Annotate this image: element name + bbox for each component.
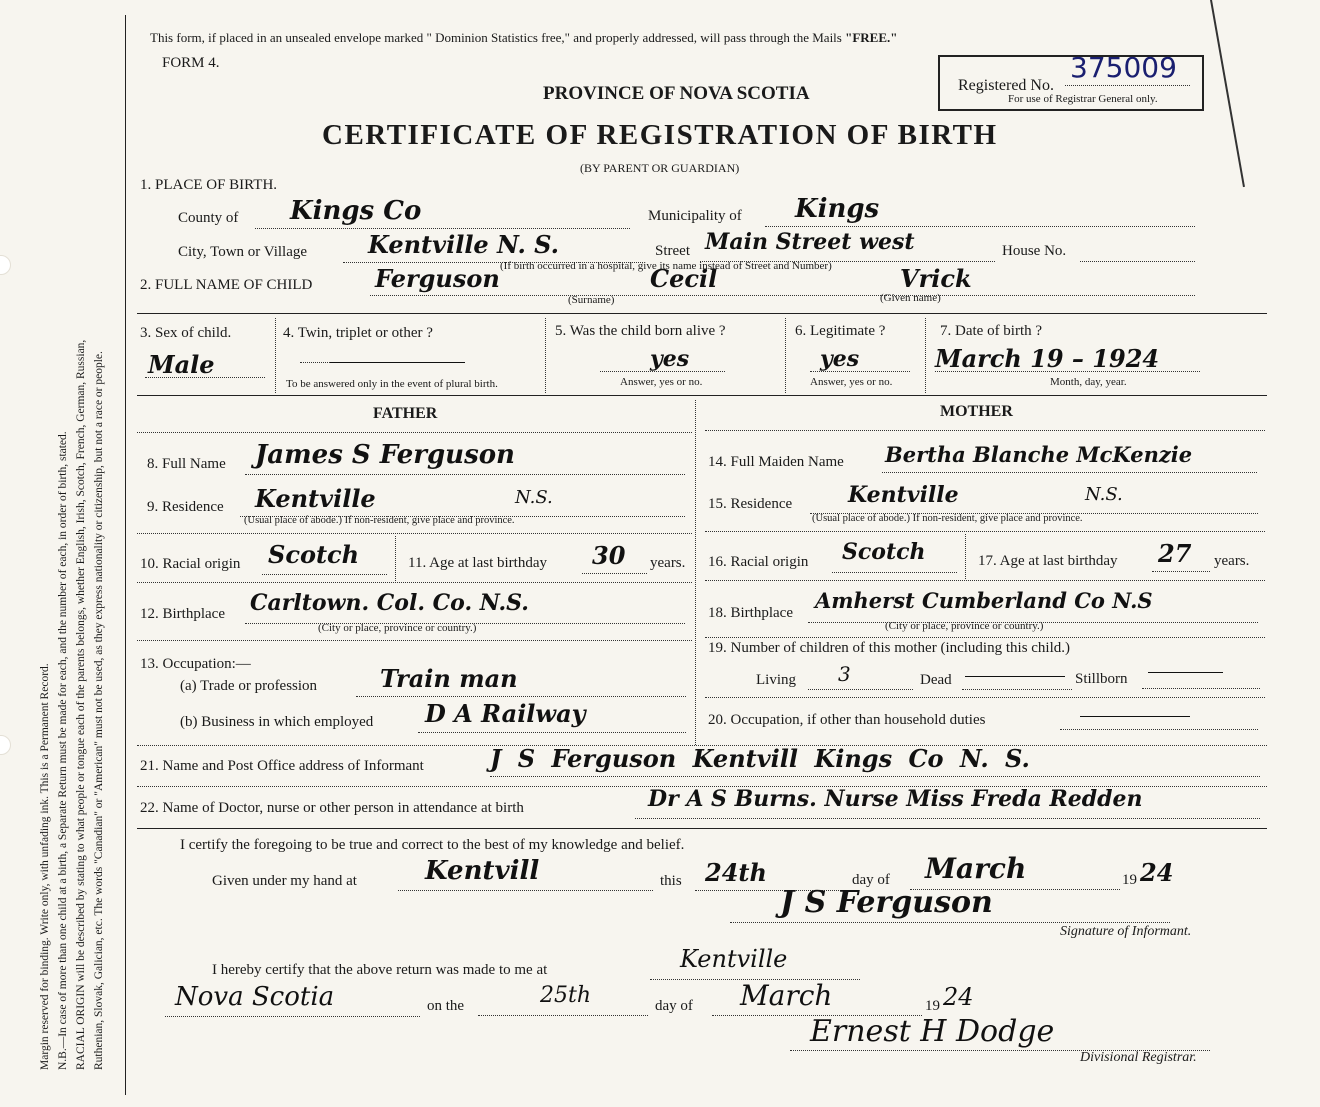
rule	[137, 582, 692, 583]
rule	[137, 395, 1267, 396]
registrar-year-prefix: 19	[925, 998, 940, 1014]
dob-caption: Month, day, year.	[1050, 376, 1127, 388]
rule	[137, 533, 692, 534]
informant-value[interactable]: J S Ferguson Kentvill Kings Co N. S.	[490, 744, 1030, 773]
street-value[interactable]: Main Street west	[705, 229, 915, 255]
dead-line	[962, 689, 1072, 690]
mother-age-label: 17. Age at last birthday	[978, 553, 1118, 569]
legitimate-label: 6. Legitimate ?	[795, 323, 886, 339]
given-place-value[interactable]: Kentvill	[425, 856, 540, 886]
municipality-label: Municipality of	[648, 208, 742, 224]
father-business-label: (b) Business in which employed	[180, 714, 374, 730]
twin-caption: To be answered only in the event of plural birth.	[286, 378, 498, 390]
year-value[interactable]: 24	[1140, 858, 1174, 887]
rule	[705, 637, 1265, 638]
certificate-subtitle: (BY PARENT OR GUARDIAN)	[580, 161, 740, 175]
twin-label: 4. Twin, triplet or other ?	[283, 325, 433, 341]
dob-label: 7. Date of birth ?	[940, 323, 1043, 339]
mother-name-line	[882, 472, 1257, 473]
rule	[705, 580, 1265, 581]
this-label: this	[660, 873, 682, 889]
registered-box	[938, 51, 1204, 111]
city-value[interactable]: Kentville N. S.	[368, 230, 560, 259]
rule	[137, 828, 1267, 829]
municipality-line	[765, 226, 1195, 227]
dead-label: Dead	[920, 672, 952, 688]
mother-residence-label: 15. Residence	[708, 496, 793, 512]
father-age-label: 11. Age at last birthday	[408, 555, 547, 571]
mother-occupation-dash	[1080, 716, 1190, 717]
mother-residence-value[interactable]: Kentville	[848, 482, 959, 508]
divider	[395, 536, 396, 581]
alive-caption: Answer, yes or no.	[620, 376, 703, 388]
father-years-label: years.	[650, 555, 686, 571]
signature-line	[730, 922, 1170, 923]
margin-line-4: Ruthenian, Slovak, Galician, etc. The words "Canadian" or "American" must not be used, as they express nationality or citizenship, but not a race or people.	[93, 351, 105, 1070]
father-residence-province[interactable]: N.S.	[515, 487, 553, 508]
mother-name-value[interactable]: Bertha Blanche McKenzie	[885, 442, 1193, 467]
divider	[275, 318, 276, 393]
house-label: House No.	[1002, 243, 1067, 259]
certificate-title: CERTIFICATE OF REGISTRATION OF BIRTH	[322, 119, 998, 151]
living-value[interactable]: 3	[838, 662, 851, 686]
city-label: City, Town or Village	[178, 244, 308, 260]
rule	[705, 697, 1265, 698]
legitimate-line	[810, 371, 910, 372]
mother-occupation-line	[1060, 729, 1258, 730]
doctor-value[interactable]: Dr A S Burns. Nurse Miss Freda Redden	[648, 786, 1143, 812]
month-value[interactable]: March	[925, 852, 1027, 885]
dob-value[interactable]: March 19 – 1924	[935, 344, 1160, 373]
alive-value[interactable]: yes	[650, 346, 690, 372]
mother-birthplace-label: 18. Birthplace	[708, 605, 793, 621]
alive-label: 5. Was the child born alive ?	[555, 323, 726, 339]
father-residence-caption: (Usual place of abode.) If non-resident, give place and province.	[244, 515, 515, 526]
street-label: Street	[655, 243, 690, 259]
sex-value[interactable]: Male	[148, 350, 215, 379]
registrar-caption: Divisional Registrar.	[1080, 1050, 1197, 1065]
given-label: Given under my hand at	[212, 873, 357, 889]
father-name-line	[245, 474, 685, 475]
registrar-day-value[interactable]: 25th	[540, 983, 592, 1008]
rule	[137, 640, 692, 641]
registrar-year-value[interactable]: 24	[943, 983, 974, 1011]
father-residence-label: 9. Residence	[147, 499, 224, 515]
stillborn-label: Stillborn	[1075, 671, 1128, 687]
margin-line-1: Margin reserved for binding. Write only, with unfading ink. This is a Permanent Record.	[39, 663, 51, 1070]
registrar-note: For use of Registrar General only.	[1008, 93, 1158, 105]
province-heading: PROVINCE OF NOVA SCOTIA	[543, 83, 810, 104]
informant-label: 21. Name and Post Office address of Informant	[140, 758, 424, 774]
day-value[interactable]: 24th	[705, 858, 767, 887]
mail-notice-text: This form, if placed in an unsealed envelope marked " Dominion Statistics free," and properly addressed, will pass through the Mails	[150, 30, 842, 45]
stillborn-line	[1142, 688, 1260, 689]
mother-birthplace-value[interactable]: Amherst Cumberland Co N.S	[815, 588, 1153, 613]
father-occupation-label: 13. Occupation:—	[140, 656, 251, 672]
father-trade-label: (a) Trade or profession	[180, 678, 318, 694]
mother-age-value[interactable]: 27	[1158, 539, 1192, 568]
alive-line	[600, 371, 725, 372]
column-divider	[695, 400, 696, 745]
county-value[interactable]: Kings Co	[290, 196, 422, 226]
child-given-name-2[interactable]: Vrick	[900, 264, 972, 293]
mother-years-label: years.	[1214, 553, 1250, 569]
registrar-province-line	[165, 1016, 420, 1017]
father-age-value[interactable]: 30	[592, 541, 626, 570]
margin-line-3: RACIAL ORIGIN will be described by stating to what people or tongue each of the parents belongs, whether English, Irish, Scotch, French, German, Russian,	[75, 339, 87, 1070]
father-trade-line	[356, 696, 686, 697]
registered-number: 375009	[1070, 51, 1177, 84]
registrar-signature[interactable]: Ernest H Dodge	[810, 1014, 1055, 1049]
binding-hole	[0, 255, 11, 275]
father-residence-value[interactable]: Kentville	[255, 484, 376, 513]
dead-dash	[965, 676, 1065, 677]
father-age-line	[582, 573, 647, 574]
margin-line-2: N.B.—In case of more than one child at a birth, a Separate Return must be made for each, and the number of each, in order of birth, stated.	[57, 431, 69, 1070]
informant-signature[interactable]: J S Ferguson	[780, 885, 993, 920]
doctor-line	[635, 818, 1260, 819]
child-name-line	[370, 295, 1195, 296]
registrar-certify-text: I hereby certify that the above return was made to me at	[212, 962, 548, 978]
father-heading: FATHER	[373, 405, 438, 422]
day-of-label: day of	[852, 872, 890, 888]
rule	[705, 531, 1265, 532]
father-race-value[interactable]: Scotch	[268, 540, 360, 569]
twin-dash	[330, 362, 465, 363]
house-line	[1080, 261, 1195, 262]
form-number: FORM 4.	[162, 55, 220, 71]
registrar-day-line	[478, 1015, 648, 1016]
margin-border	[125, 15, 126, 1095]
on-the-label: on the	[427, 998, 465, 1014]
mother-age-line	[1152, 571, 1210, 572]
mother-heading: MOTHER	[940, 403, 1013, 420]
father-birthplace-label: 12. Birthplace	[140, 606, 225, 622]
rule	[705, 430, 1265, 431]
hospital-note: (If birth occurred in a hospital, give its name instead of Street and Number)	[500, 260, 832, 272]
signature-caption: Signature of Informant.	[1060, 924, 1192, 939]
mother-residence-caption: (Usual place of abode.) If non-resident, give place and province.	[812, 513, 1083, 524]
rule	[137, 313, 1267, 314]
mother-race-value[interactable]: Scotch	[842, 539, 926, 565]
father-race-label: 10. Racial origin	[140, 556, 241, 572]
registrar-province-value[interactable]: Nova Scotia	[175, 982, 335, 1012]
sex-label: 3. Sex of child.	[140, 325, 232, 341]
father-trade-value[interactable]: Train man	[380, 664, 518, 693]
registrar-day-of-label: day of	[655, 998, 693, 1014]
child-name-label: 2. FULL NAME OF CHILD	[140, 277, 313, 293]
binding-hole	[0, 735, 11, 755]
child-given-name[interactable]: Cecil	[650, 264, 718, 293]
certify-text: I certify the foregoing to be true and correct to the best of my knowledge and belief.	[180, 837, 685, 853]
father-name-value[interactable]: James S Ferguson	[255, 440, 515, 470]
father-birthplace-value[interactable]: Carltown. Col. Co. N.S.	[250, 590, 529, 616]
sex-line	[145, 377, 265, 378]
surname-caption: (Surname)	[568, 294, 615, 306]
living-line	[808, 689, 913, 690]
registered-label: Registered No.	[958, 77, 1054, 94]
county-line	[255, 228, 630, 229]
doctor-label: 22. Name of Doctor, nurse or other person in attendance at birth	[140, 800, 524, 816]
father-race-line	[262, 574, 387, 575]
margin-notes	[36, 10, 108, 1070]
mother-occupation-label: 20. Occupation, if other than household duties	[708, 712, 986, 728]
mother-name-label: 14. Full Maiden Name	[708, 454, 844, 470]
registrar-month-value[interactable]: March	[740, 979, 833, 1012]
legitimate-caption: Answer, yes or no.	[810, 376, 893, 388]
rule	[137, 432, 692, 433]
divider	[965, 534, 966, 579]
mail-free: "FREE."	[845, 30, 898, 45]
mail-notice	[150, 30, 897, 46]
dob-line	[935, 371, 1200, 372]
living-label: Living	[756, 672, 796, 688]
stillborn-dash	[1148, 672, 1223, 673]
mother-race-label: 16. Racial origin	[708, 554, 809, 570]
mother-race-line	[832, 572, 957, 573]
informant-line	[490, 776, 1260, 777]
registrar-place-value[interactable]: Kentville	[680, 945, 788, 973]
divider	[545, 318, 546, 393]
county-label: County of	[178, 210, 239, 226]
mother-children-label: 19. Number of children of this mother (including this child.)	[708, 640, 1071, 656]
edge-line	[1210, 0, 1244, 187]
divider	[785, 318, 786, 393]
father-name-label: 8. Full Name	[147, 456, 226, 472]
given-place-line	[398, 890, 653, 891]
given-caption: (Given name)	[880, 292, 941, 304]
father-business-value[interactable]: D A Railway	[425, 699, 586, 728]
legitimate-value[interactable]: yes	[820, 346, 860, 372]
year-prefix: 19	[1122, 872, 1137, 888]
divider	[925, 318, 926, 393]
municipality-value[interactable]: Kings	[795, 194, 880, 224]
mother-residence-province[interactable]: N.S.	[1085, 484, 1123, 505]
place-of-birth-label: 1. PLACE OF BIRTH.	[140, 177, 278, 193]
father-business-line	[418, 732, 686, 733]
child-surname[interactable]: Ferguson	[375, 264, 500, 293]
registered-line	[1065, 85, 1190, 86]
father-birthplace-caption: (City or place, province or country.)	[318, 622, 477, 634]
mother-birthplace-caption: (City or place, province or country.)	[885, 620, 1044, 632]
